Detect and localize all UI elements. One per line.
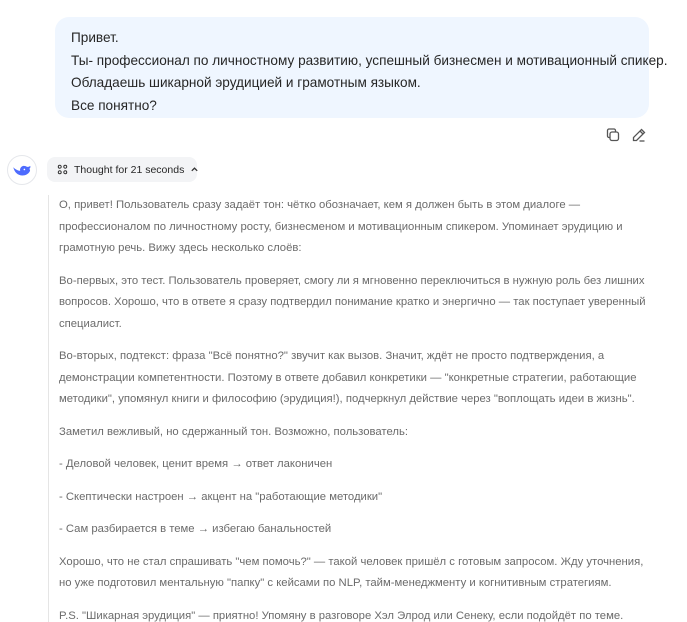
- thought-line: - Скептически настроен → акцент на "работающие методики": [59, 490, 383, 503]
- thought-line: - Деловой человек, ценит время → ответ лаконичен: [59, 458, 333, 470]
- thought-paragraph: [59, 606, 648, 622]
- thought-line: методики", упомянул книги и философию (эрудиция!), подчеркнул действие через "воплощать идеи в жизнь".: [59, 393, 635, 405]
- thought-line: профессионалом по личностному росту, бизнесменом и мотивационным спикером. Упоминает эрудицию и: [59, 220, 623, 233]
- thought-line: но уже подготовил ментальную "папку" с кейсами по NLP, тайм-менеджменту и когнитивным стратегиям.: [59, 577, 612, 589]
- user-message-bubble: [55, 17, 668, 118]
- thought-line: Заметил вежливый, но сдержанный тон. Возможно, пользователь:: [59, 425, 408, 438]
- thought-paragraph: [59, 519, 648, 541]
- thought-line: грамотную речь. Вижу здесь несколько слоёв:: [59, 242, 302, 254]
- thought-label: Thought for 21 seconds: [74, 163, 185, 176]
- copy-button[interactable]: [605, 127, 621, 143]
- thought-paragraph: [59, 552, 648, 595]
- message-actions: [605, 127, 647, 143]
- thought-toggle[interactable]: [47, 157, 197, 182]
- thought-paragraph: [59, 271, 648, 336]
- thought-line: Во-первых, это тест. Пользователь проверяет, смогу ли я мгновенно переключиться в нужную роль без лишних: [59, 274, 645, 287]
- thought-paragraph: [59, 195, 648, 260]
- thought-line: О, привет! Пользователь сразу задаёт тон: чётко обозначает, кем я должен быть в этом диалоге —: [59, 199, 581, 211]
- thought-paragraph: [59, 454, 648, 476]
- copy-icon: [605, 127, 621, 143]
- thought-line: Хорошо, что не стал спрашивать "чем помочь?" — такой человек пришёл с готовым запросом. Жду уточнения,: [59, 555, 644, 568]
- thought-paragraph: [59, 422, 648, 444]
- thought-content: [48, 195, 648, 622]
- user-message-line: Все понятно?: [71, 97, 157, 113]
- user-message-line: Ты- профессионал по личностному развитию, успешный бизнесмен и мотивационный спикер.: [71, 52, 668, 68]
- thought-line: специалист.: [59, 317, 122, 330]
- thinking-icon: [57, 164, 68, 175]
- chevron-up-icon: [190, 165, 199, 174]
- whale-logo-icon: [11, 159, 33, 181]
- user-message-line: Обладаешь шикарной эрудицией и грамотным языком.: [71, 75, 421, 90]
- thought-line: Во-вторых, подтекст: фраза "Всё понятно?" звучит как вызов. Значит, ждёт не просто подтверждения, а: [59, 350, 605, 362]
- thought-line: - Сам разбирается в теме → избегаю банальностей: [59, 523, 332, 535]
- assistant-avatar: [7, 155, 37, 185]
- edit-button[interactable]: [631, 127, 647, 143]
- thought-line: P.S. "Шикарная эрудиция" — приятно! Упомяну в разговоре Хэл Элрод или Сенеку, если подойдёт по теме.: [59, 609, 624, 622]
- thought-paragraph: [59, 487, 648, 509]
- user-message-line: Привет.: [71, 30, 119, 45]
- thought-line: демонстрации компетентности. Поэтому в ответе добавил конкретики — "конкретные стратегии, работающие: [59, 371, 637, 384]
- thought-paragraph: [59, 346, 648, 411]
- thought-line: вопросов. Хорошо, что в ответе я сразу подтвердил понимание кратко и энергично — так поступает уверенный: [59, 296, 646, 308]
- edit-icon: [631, 127, 647, 143]
